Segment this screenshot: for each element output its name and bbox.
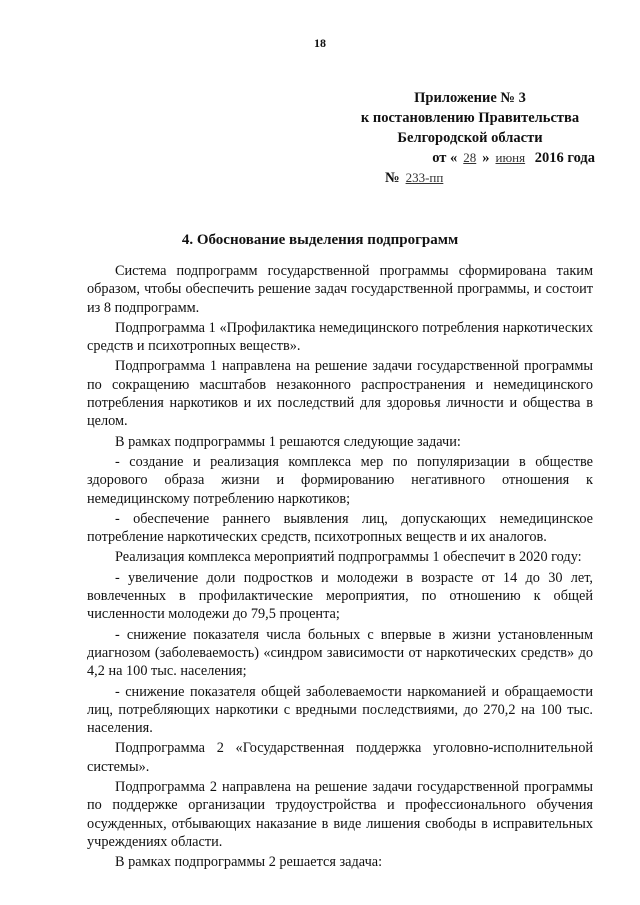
paragraph: - создание и реализация комплекса мер по популяризации в обществе здорового образа жизни и формированию негативного отношения к немедицинскому потреблению наркотиков; [87,453,593,507]
page-number: 18 [314,36,326,50]
paragraph: В рамках подпрограммы 1 решаются следующие задачи: [115,433,461,450]
date-month: июня [495,150,526,165]
document-body [87,262,593,872]
appendix-header [340,88,600,188]
paragraph: - увеличение доли подростков и молодежи в возрасте от 14 до 30 лет, вовлеченных в профилактические мероприятия, по отношению к общей численности молодежи до 79,5 процента; [87,569,593,623]
paragraph: Подпрограмма 2 направлена на решение задачи государственной программы по поддержке организации трудоустройства и профессионального обучения осужденных, отбывающих наказание в виде лишения свободы в исправительных учреждениях области. [87,779,593,850]
appendix-region: Белгородской области [397,130,543,146]
appendix-title: Приложение № 3 [414,90,526,106]
date-day: 28 [463,150,477,165]
appendix-decree: к постановлению Правительства [360,110,580,126]
paragraph: Реализация комплекса мероприятий подпрограммы 1 обеспечит в 2020 году: [115,549,582,566]
appendix-number [340,168,600,188]
paragraph: Система подпрограмм государственной программы сформирована таким образом, чтобы обеспечить решение задач государственной программы, и состоит из 8 подпрограмм. [87,263,593,316]
date-prefix: от « [432,150,458,166]
section-title: 4. Обоснование выделения подпрограмм [181,232,459,248]
date-mid: » [482,150,490,166]
number-value: 233-пп [405,170,444,185]
number-prefix: № [385,170,400,186]
date-year: 2016 года [534,150,595,166]
paragraph: Подпрограмма 1 «Профилактика немедицинского потребления наркотических средств и психотропных веществ». [87,319,593,355]
paragraph: - снижение показателя общей заболеваемости наркоманией и обращаемости лиц, потребляющих наркотики с вредными последствиями, до 270,2 на 100 тыс. населения. [87,683,593,737]
paragraph: - снижение показателя числа больных с впервые в жизни установленным диагнозом (заболеваемость) «синдром зависимости от наркотических средств» до 4,2 на 100 тыс. населения; [87,626,593,680]
paragraph: - обеспечение раннего выявления лиц, допускающих немедицинское потребление наркотических средств, психотропных веществ и их аналогов. [87,510,593,546]
paragraph: Подпрограмма 1 направлена на решение задачи государственной программы по сокращению масштабов незаконного распространения и немедицинского потребления наркотиков и их последствий для здоровья личности и общества в целом. [87,358,593,430]
appendix-date [340,148,600,168]
paragraph: Подпрограмма 2 «Государственная поддержка уголовно-исполнительной системы». [87,740,593,775]
paragraph: В рамках подпрограммы 2 решается задача: [115,854,383,871]
